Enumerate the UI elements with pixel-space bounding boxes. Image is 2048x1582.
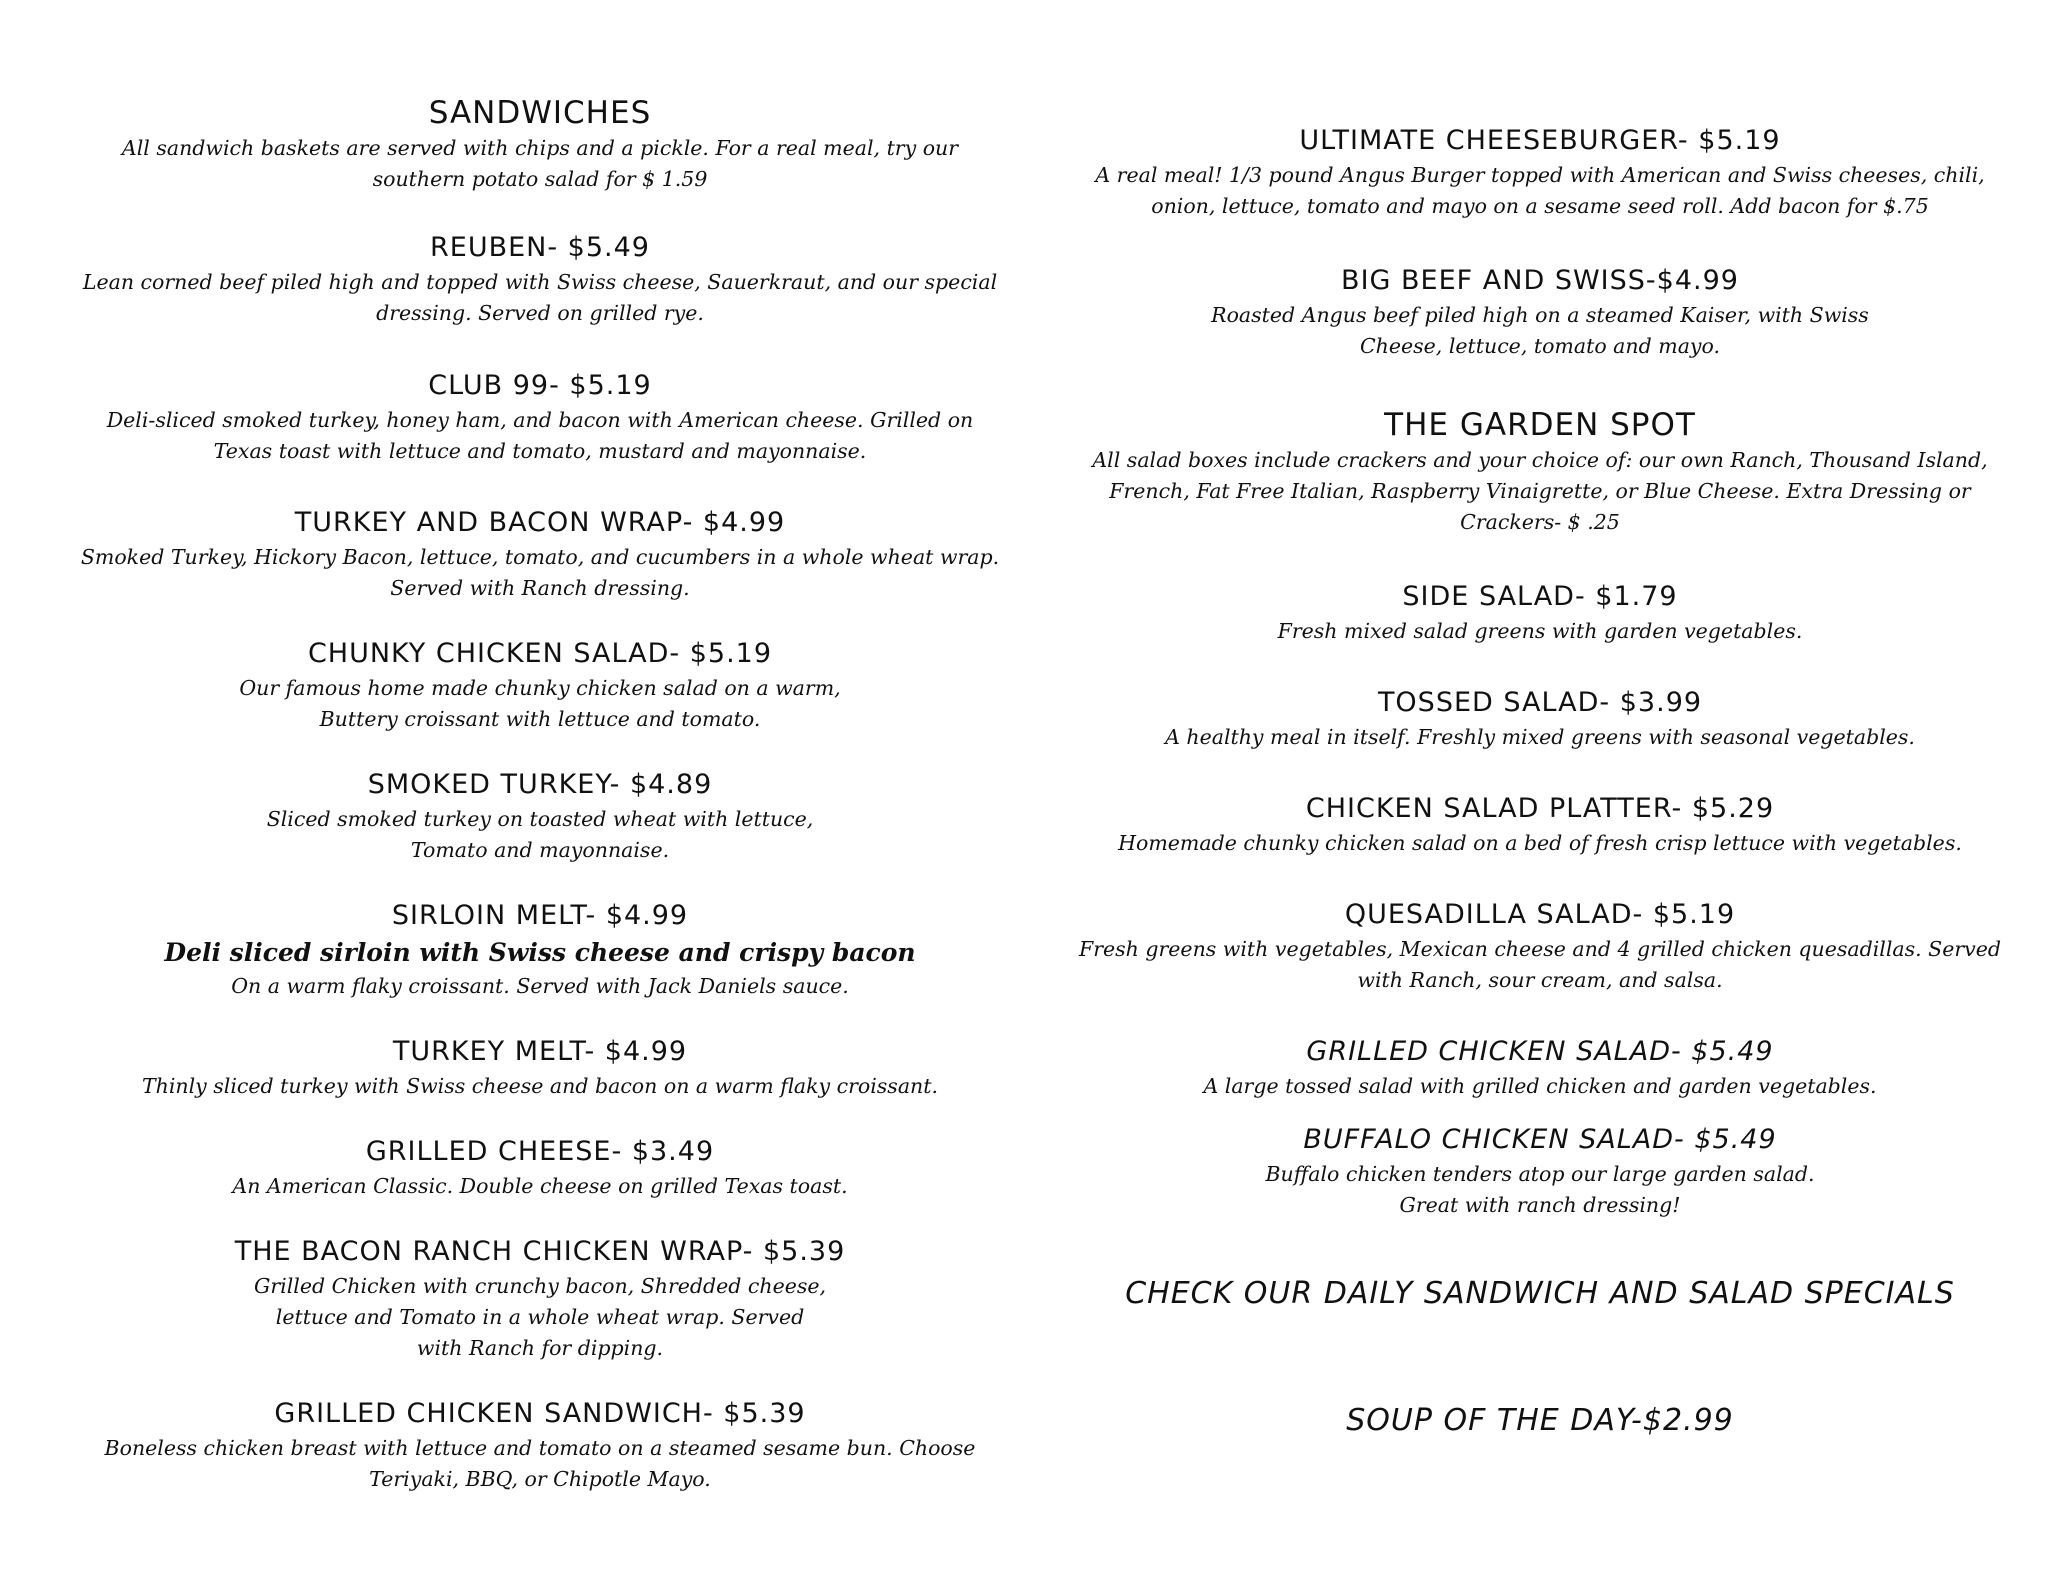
- item-description: Fresh mixed salad greens with garden vegetables.: [1277, 619, 1803, 643]
- item-name: CHUNKY CHICKEN SALAD- $5.19: [307, 638, 773, 669]
- menu-item: [60, 1395, 1020, 1495]
- menu-item: [60, 367, 1020, 467]
- garden-intro: All salad boxes include crackers and your choice of: our own Ranch, Thousand Island, French, Fat Free Italian, Raspberry Vinaigrette, or Blue Cheese. Extra Dressing or Crackers- $ .25: [1092, 448, 1988, 534]
- item-name: SMOKED TURKEY- $4.89: [367, 769, 713, 800]
- item-description: Boneless chicken breast with lettuce and tomato on a steamed sesame bun. Choose Teriyaki, BBQ, or Chipotle Mayo.: [104, 1436, 976, 1491]
- menu-item: [1060, 1033, 2020, 1102]
- daily-specials-note: [1060, 1274, 2020, 1314]
- sandwiches-section: [60, 93, 1020, 195]
- menu-item: [1060, 1121, 2020, 1221]
- menu-item: [60, 1133, 1020, 1202]
- item-name: BIG BEEF AND SWISS-$4.99: [1341, 265, 1739, 296]
- item-name: TOSSED SALAD- $3.99: [1377, 687, 1703, 718]
- item-name: CHICKEN SALAD PLATTER- $5.29: [1305, 793, 1775, 824]
- item-description: Fresh greens with vegetables, Mexican cheese and 4 grilled chicken quesadillas. Served with Ranch, sour cream, and salsa.: [1078, 937, 2001, 992]
- item-name: REUBEN- $5.49: [430, 232, 650, 263]
- menu-item: [1060, 896, 2020, 996]
- item-description: An American Classic. Double cheese on grilled Texas toast.: [232, 1174, 848, 1198]
- item-name: CLUB 99- $5.19: [428, 370, 652, 401]
- item-name: BUFFALO CHICKEN SALAD- $5.49: [1303, 1124, 1777, 1155]
- item-description: Roasted Angus beef piled high on a steamed Kaiser, with Swiss Cheese, lettuce, tomato and mayo.: [1211, 303, 1869, 358]
- section-heading-sandwiches: SANDWICHES: [428, 95, 652, 131]
- item-name: GRILLED CHEESE- $3.49: [365, 1136, 715, 1167]
- item-description: Smoked Turkey, Hickory Bacon, lettuce, tomato, and cucumbers in a whole wheat wrap. Served with Ranch dressing.: [80, 545, 1000, 600]
- item-name: TURKEY MELT- $4.99: [392, 1036, 688, 1067]
- item-description: Grilled Chicken with crunchy bacon, Shredded cheese, lettuce and Tomato in a whole wheat wrap. Served with Ranch for dipping.: [253, 1274, 827, 1360]
- item-description: Buffalo chicken tenders atop our large garden salad. Great with ranch dressing!: [1265, 1162, 1815, 1217]
- item-name: ULTIMATE CHEESEBURGER- $5.19: [1299, 125, 1781, 156]
- menu-item: [60, 229, 1020, 329]
- item-description: Deli sliced sirloin with Swiss cheese and crispy bacon: [164, 938, 916, 967]
- menu-item: [1060, 684, 2020, 753]
- section-heading-garden-spot: THE GARDEN SPOT: [1384, 407, 1696, 443]
- garden-spot-section: [1060, 405, 2020, 538]
- menu-item: [60, 1233, 1020, 1364]
- item-name: TURKEY AND BACON WRAP- $4.99: [294, 507, 786, 538]
- menu-item: [1060, 790, 2020, 859]
- menu-item: [60, 897, 1020, 1002]
- sandwiches-intro: All sandwich baskets are served with chips and a pickle. For a real meal, try our southern potato salad for $ 1.59: [121, 136, 959, 191]
- item-description: Our famous home made chunky chicken salad on a warm, Buttery croissant with lettuce and tomato.: [239, 676, 841, 731]
- item-description: A large tossed salad with grilled chicken and garden vegetables.: [1203, 1074, 1877, 1098]
- item-description: Thinly sliced turkey with Swiss cheese and bacon on a warm flaky croissant.: [141, 1074, 939, 1098]
- item-name: SIDE SALAD- $1.79: [1402, 581, 1678, 612]
- item-name: GRILLED CHICKEN SALAD- $5.49: [1306, 1036, 1774, 1067]
- item-description: Sliced smoked turkey on toasted wheat with lettuce, Tomato and mayonnaise.: [266, 807, 814, 862]
- item-name: GRILLED CHICKEN SANDWICH- $5.39: [274, 1398, 806, 1429]
- menu-item: [1060, 122, 2020, 222]
- soup-of-the-day-text: SOUP OF THE DAY-$2.99: [1346, 1403, 1734, 1438]
- item-name: SIRLOIN MELT- $4.99: [391, 900, 689, 931]
- menu-item: [60, 635, 1020, 735]
- item-description: A real meal! 1/3 pound Angus Burger topped with American and Swiss cheeses, chili, onion, lettuce, tomato and mayo on a sesame seed roll. Add bacon for $.75: [1095, 163, 1985, 218]
- menu-item: [1060, 578, 2020, 647]
- menu-item: [1060, 262, 2020, 362]
- menu-item: [60, 1033, 1020, 1102]
- menu-item: [60, 766, 1020, 866]
- item-description: Deli-sliced smoked turkey, honey ham, and bacon with American cheese. Grilled on Texas toast with lettuce and tomato, mustard and mayonnaise.: [106, 408, 974, 463]
- item-description: On a warm flaky croissant. Served with Jack Daniels sauce.: [231, 974, 849, 998]
- menu-item: [60, 504, 1020, 604]
- item-description: Homemade chunky chicken salad on a bed of fresh crisp lettuce with vegetables.: [1118, 831, 1962, 855]
- item-description: A healthy meal in itself. Freshly mixed greens with seasonal vegetables.: [1165, 725, 1915, 749]
- item-name: QUESADILLA SALAD- $5.19: [1344, 899, 1736, 930]
- item-name: THE BACON RANCH CHICKEN WRAP- $5.39: [234, 1236, 846, 1267]
- soup-of-the-day: [1060, 1401, 2020, 1441]
- daily-specials-text: CHECK OUR DAILY SANDWICH AND SALAD SPECIALS: [1125, 1276, 1955, 1311]
- item-description: Lean corned beef piled high and topped with Swiss cheese, Sauerkraut, and our special dressing. Served on grilled rye.: [82, 270, 998, 325]
